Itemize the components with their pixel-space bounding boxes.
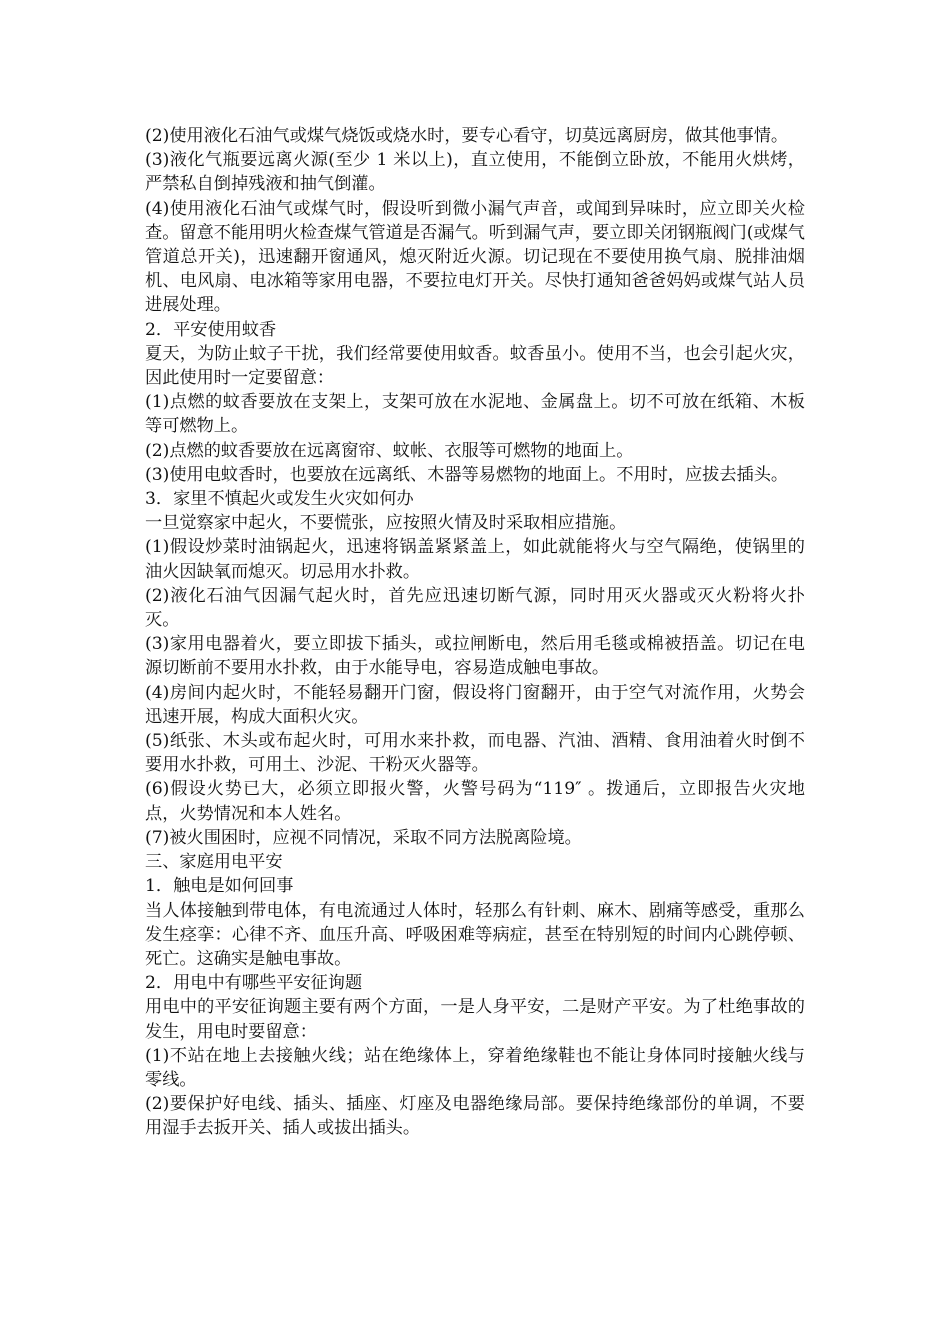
heading-home-fire: 3．家里不慎起火或发生火灾如何办 xyxy=(145,489,414,510)
paragraph-gas-leak: (4)使用液化石油气或煤气时，假设听到微小漏气声音，或闻到异味时，应立即关火检查。留意不能用明火检查煤气管道是否漏气。听到漏气声，要立即关闭钢瓶阀门(或煤气管道总开关)，迅速翻开窗通风，熄灭附近火源。切记现在不要使用换气扇、脱排油烟机、电风扇、电冰箱等家用电器，不要拉电灯开关。尽快打通知爸爸妈妈或煤气站人员进展处理。 xyxy=(145,198,805,316)
heading-electrical-safety: 三、家庭用电平安 xyxy=(145,852,283,873)
paragraph-electric-coil: (3)使用电蚊香时，也要放在远离纸、木器等易燃物的地面上。不用时，应拔去插头。 xyxy=(145,464,789,485)
heading-mosquito-coil: 2．平安使用蚊香 xyxy=(145,319,277,340)
paragraph-mosquito-intro: 夏天，为防止蚊子干扰，我们经常要使用蚊香。蚊香虽小。使用不当，也会引起火灾，因此使用时一定要留意： xyxy=(145,343,805,389)
paragraph-room-fire: (4)房间内起火时，不能轻易翻开门窗，假设将门窗翻开，由于空气对流作用，火势会迅速开展，构成大面积火灾。 xyxy=(145,682,805,727)
paragraph-gas-cooking: (2)使用液化石油气或煤气烧饭或烧水时，要专心看守，切莫远离厨房，做其他事情。 xyxy=(145,126,789,146)
paragraph-electrical-intro: 用电中的平安征询题主要有两个方面，一是人身平安，二是财产平安。为了杜绝事故的发生，用电时要留意： xyxy=(145,997,805,1042)
paragraph-gas-fire: (2)液化石油气因漏气起火时，首先应迅速切断气源，同时用灭火器或灭火粉将火扑灭。 xyxy=(145,585,805,631)
paragraph-coil-curtains: (2)点燃的蚊香要放在远离窗帘、蚊帐、衣服等可燃物的地面上。 xyxy=(145,440,634,461)
heading-electric-shock: 1．触电是如何回事 xyxy=(145,876,294,897)
paragraph-live-wire: (1)不站在地上去接触火线；站在绝缘体上，穿着绝缘鞋也不能让身体同时接触火线与零线。 xyxy=(145,1045,805,1090)
paragraph-trapped: (7)被火围困时，应视不同情况，采取不同方法脱离险境。 xyxy=(145,827,582,848)
paragraph-fire-intro: 一旦觉察家中起火，不要慌张，应按照火情及时采取相应措施。 xyxy=(145,513,627,534)
paragraph-insulation: (2)要保护好电线、插头、插座、灯座及电器绝缘局部。要保持绝缘部份的单调，不要用湿手去扳开关、插人或拔出插头。 xyxy=(145,1094,805,1139)
paragraph-paper-wood-fire: (5)纸张、木头或布起火时，可用水来扑救，而电器、汽油、酒精、食用油着火时倒不要用水扑救，可用土、沙泥、干粉灭火器等。 xyxy=(145,731,805,776)
paragraph-appliance-fire: (3)家用电器着火，要立即拔下插头，或拉闸断电，然后用毛毯或棉被捂盖。切记在电源切断前不要用水扑救，由于水能导电，容易造成触电事故。 xyxy=(145,634,805,679)
paragraph-oil-pan-fire: (1)假设炒菜时油锅起火，迅速将锅盖紧紧盖上，如此就能将火与空气隔绝，使锅里的油火因缺氧而熄灭。切忌用水扑救。 xyxy=(145,537,805,582)
paragraph-call-119: (6)假设火势已大，必须立即报火警，火警号码为“119″ 。拨通后，立即报告火灾地点，火势情况和本人姓名。 xyxy=(145,779,805,824)
paragraph-shock-description: 当人体接触到带电体，有电流通过人体时，轻那么有针刺、麻木、剧痛等感受，重那么发生痉挛：心律不齐、血压升高、呼吸困难等病症，甚至在特别短的时间内心跳停顿、死亡。这确实是触电事故。 xyxy=(145,900,805,969)
heading-electrical-issues: 2．用电中有哪些平安征询题 xyxy=(145,973,363,994)
document-page xyxy=(145,124,805,1141)
paragraph-gas-cylinder: (3)液化气瓶要远离火源(至少 1 米以上)，直立使用，不能倒立卧放，不能用火烘烤，严禁私自倒掉残液和抽气倒灌。 xyxy=(145,150,805,195)
paragraph-coil-stand: (1)点燃的蚊香要放在支架上，支架可放在水泥地、金属盘上。切不可放在纸箱、木板等可燃物上。 xyxy=(145,392,805,437)
